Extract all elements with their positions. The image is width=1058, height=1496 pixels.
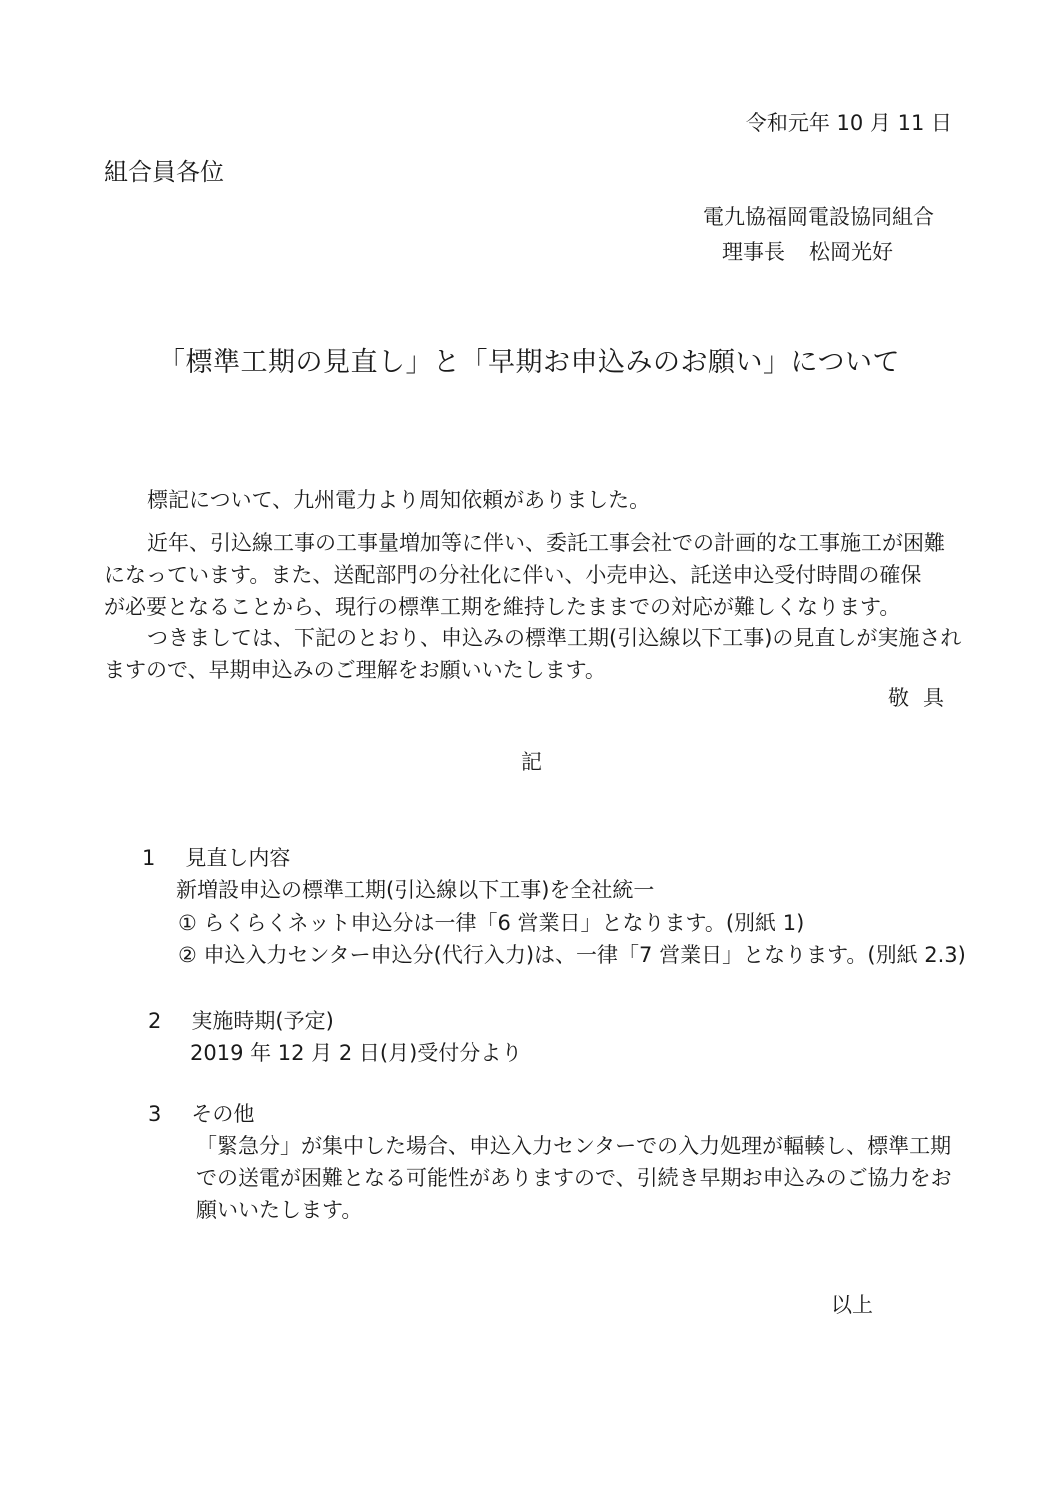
section-line: 「緊急分」が集中した場合、申込入力センターでの入力処理が輻輳し、標準工期 [196, 1134, 952, 1158]
section-heading [148, 1104, 254, 1125]
section-line: ① らくらくネット申込分は一律「6 営業日」となります。(別紙 1) [178, 911, 805, 935]
section-number: 1 [142, 846, 156, 870]
body-line: が必要となることから、現行の標準工期を維持したままでの対応が難しくなります。 [104, 595, 901, 619]
section-number: 2 [148, 1009, 162, 1033]
body-line: ますので、早期申込みのご理解をお願いいたします。 [104, 658, 606, 682]
section-heading [142, 848, 290, 869]
section-line: での送電が困難となる可能性がありますので、引続き早期お申込みのご協力をお [196, 1166, 952, 1190]
section-line: ② 申込入力センター申込分(代行入力)は、一律「7 営業日」となります。(別紙 2.3) [178, 943, 966, 967]
sender-signature [722, 242, 893, 263]
document-date: 令和元年 10 月 11 日 [745, 111, 952, 135]
section-line: 新増設申込の標準工期(引込線以下工事)を全社統一 [176, 878, 655, 902]
body-line: 標記について、九州電力より周知依頼がありました。 [147, 488, 651, 512]
closing-phrase: 敬具 [888, 686, 958, 710]
body-line: つきましては、下記のとおり、申込みの標準工期(引込線以下工事)の見直しが実施され [147, 626, 962, 650]
section-title: 実施時期(予定) [191, 1009, 334, 1033]
sender-name: 松岡光好 [809, 240, 893, 264]
body-line: 近年、引込線工事の工事量増加等に伴い、委託工事会社での計画的な工事施工が困難 [147, 531, 945, 555]
section-title: 見直し内容 [185, 846, 291, 870]
sender-organization: 電九協福岡電設協同組合 [703, 205, 934, 229]
document-title: 「標準工期の見直し」と「早期お申込みのお願い」について [158, 347, 900, 378]
section-line: 2019 年 12 月 2 日(月)受付分より [190, 1041, 523, 1065]
section-heading [148, 1011, 334, 1032]
body-line: になっています。また、送配部門の分社化に伴い、小売申込、託送申込受付時間の確保 [104, 563, 922, 587]
section-line: 願いいたします。 [196, 1198, 363, 1222]
end-mark: 以上 [831, 1293, 873, 1317]
sender-title: 理事長 [722, 240, 785, 264]
recipient: 組合員各位 [104, 158, 224, 186]
section-title: その他 [191, 1102, 255, 1126]
section-number: 3 [148, 1102, 162, 1126]
ki-heading: 記 [521, 750, 542, 774]
